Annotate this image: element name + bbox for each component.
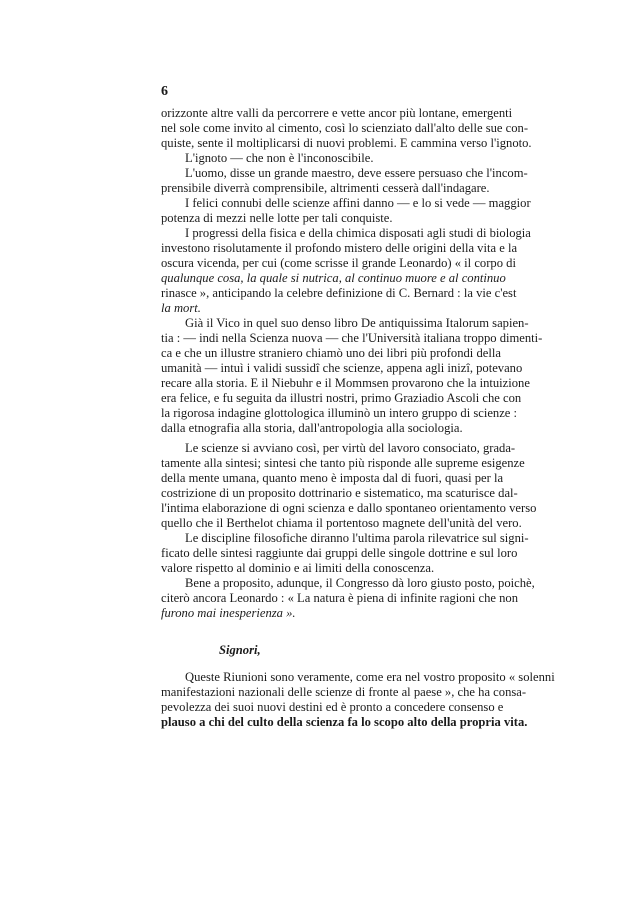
text-line: rinasce », anticipando la celebre definizione di C. Bernard : la vie c'est: [161, 286, 517, 300]
text-line: nel sole come invito al cimento, così lo scienziato dall'alto delle sue con-: [161, 121, 529, 135]
text-line: l'intima elaborazione di ogni scienza e dallo spontaneo orientamento verso: [161, 501, 537, 515]
text-line: la mort.: [161, 301, 201, 315]
text-line: umanità — intuì i validi sussidî che scienze, appena agli inizî, potevano: [161, 361, 523, 375]
text-line: L'ignoto — che non è l'inconoscibile.: [185, 151, 374, 165]
text-line: Queste Riunioni sono veramente, come era nel vostro proposito « solenni: [185, 670, 555, 684]
text-line: Le discipline filosofiche diranno l'ultima parola rilevatrice sul signi-: [185, 531, 529, 545]
text-line: della mente umana, quanto meno è imposta dal di fuori, quasi per la: [161, 471, 504, 485]
page-number: 6: [161, 84, 168, 99]
text-line: citerò ancora Leonardo : « La natura è piena di infinite ragioni che non: [161, 591, 519, 605]
text-line: Bene a proposito, adunque, il Congresso dà loro giusto posto, poichè,: [185, 576, 535, 590]
text-line: ficato delle sintesi raggiunte dai gruppi delle singole dottrine e sul loro: [161, 546, 518, 560]
text-line: valore rispetto al dominio e ai limiti della conoscenza.: [161, 561, 435, 575]
text-line: orizzonte altre valli da percorrere e vette ancor più lontane, emergenti: [161, 106, 513, 120]
text-line: I progressi della fisica e della chimica disposati agli studi di biologia: [185, 226, 531, 240]
text-line: oscura vicenda, per cui (come scrisse il grande Leonardo) « il corpo di: [161, 256, 516, 270]
text-line: quiste, sente il moltiplicarsi di nuovi problemi. E cammina verso l'ignoto.: [161, 136, 532, 150]
text-line: investono risolutamente il profondo mistero delle origini della vita e la: [161, 241, 518, 255]
text-line: manifestazioni nazionali delle scienze di fronte al paese », che ha consa-: [161, 685, 527, 699]
text-line: recare alla storia. E il Niebuhr e il Mommsen provarono che la intuizione: [161, 376, 530, 390]
text-line: la rigorosa indagine glottologica illuminò un intero gruppo di scienze :: [161, 406, 518, 420]
text-line: prensibile diverrà comprensibile, altrimenti cesserà dall'indagare.: [161, 181, 490, 195]
text-line: tia : — indi nella Scienza nuova — che l'Università italiana troppo dimenti-: [161, 331, 543, 345]
text-line: tamente alla sintesi; sintesi che tanto più risponde alle supreme esigenze: [161, 456, 525, 470]
text-line: dalla etnografia alla storia, dall'antropologia alla sociologia.: [161, 421, 463, 435]
text-line: furono mai inesperienza ».: [161, 606, 296, 620]
text-line: L'uomo, disse un grande maestro, deve essere persuaso che l'incom-: [185, 166, 528, 180]
text-line: potenza di mezzi nelle lotte per tali conquiste.: [161, 211, 393, 225]
text-line: Già il Vico in quel suo denso libro De antiquissima Italorum sapien-: [185, 316, 529, 330]
body-text: [161, 106, 573, 730]
text-line: I felici connubi delle scienze affini danno — e lo si vede — maggior: [185, 196, 531, 210]
text-line: pevolezza dei suoi nuovi destini ed è pronto a concedere consenso e: [161, 700, 504, 714]
text-line: ca e che un illustre straniero chiamò uno dei libri più profondi della: [161, 346, 501, 360]
salutation: Signori,: [219, 643, 261, 657]
text-line: plauso a chi del culto della scienza fa lo scopo alto della propria vita.: [161, 715, 528, 729]
text-line: costrizione di un proposito dottrinario e sistematico, ma scaturisce dal-: [161, 486, 518, 500]
text-line: qualunque cosa, la quale si nutrica, al continuo muore e al continuo: [161, 271, 506, 285]
text-line: era felice, e fu seguita da illustri nostri, primo Graziadio Ascoli che con: [161, 391, 522, 405]
text-line: Le scienze si avviano così, per virtù del lavoro consociato, grada-: [185, 441, 516, 455]
text-line: quello che il Berthelot chiama il portentoso magnete dell'unità del vero.: [161, 516, 522, 530]
